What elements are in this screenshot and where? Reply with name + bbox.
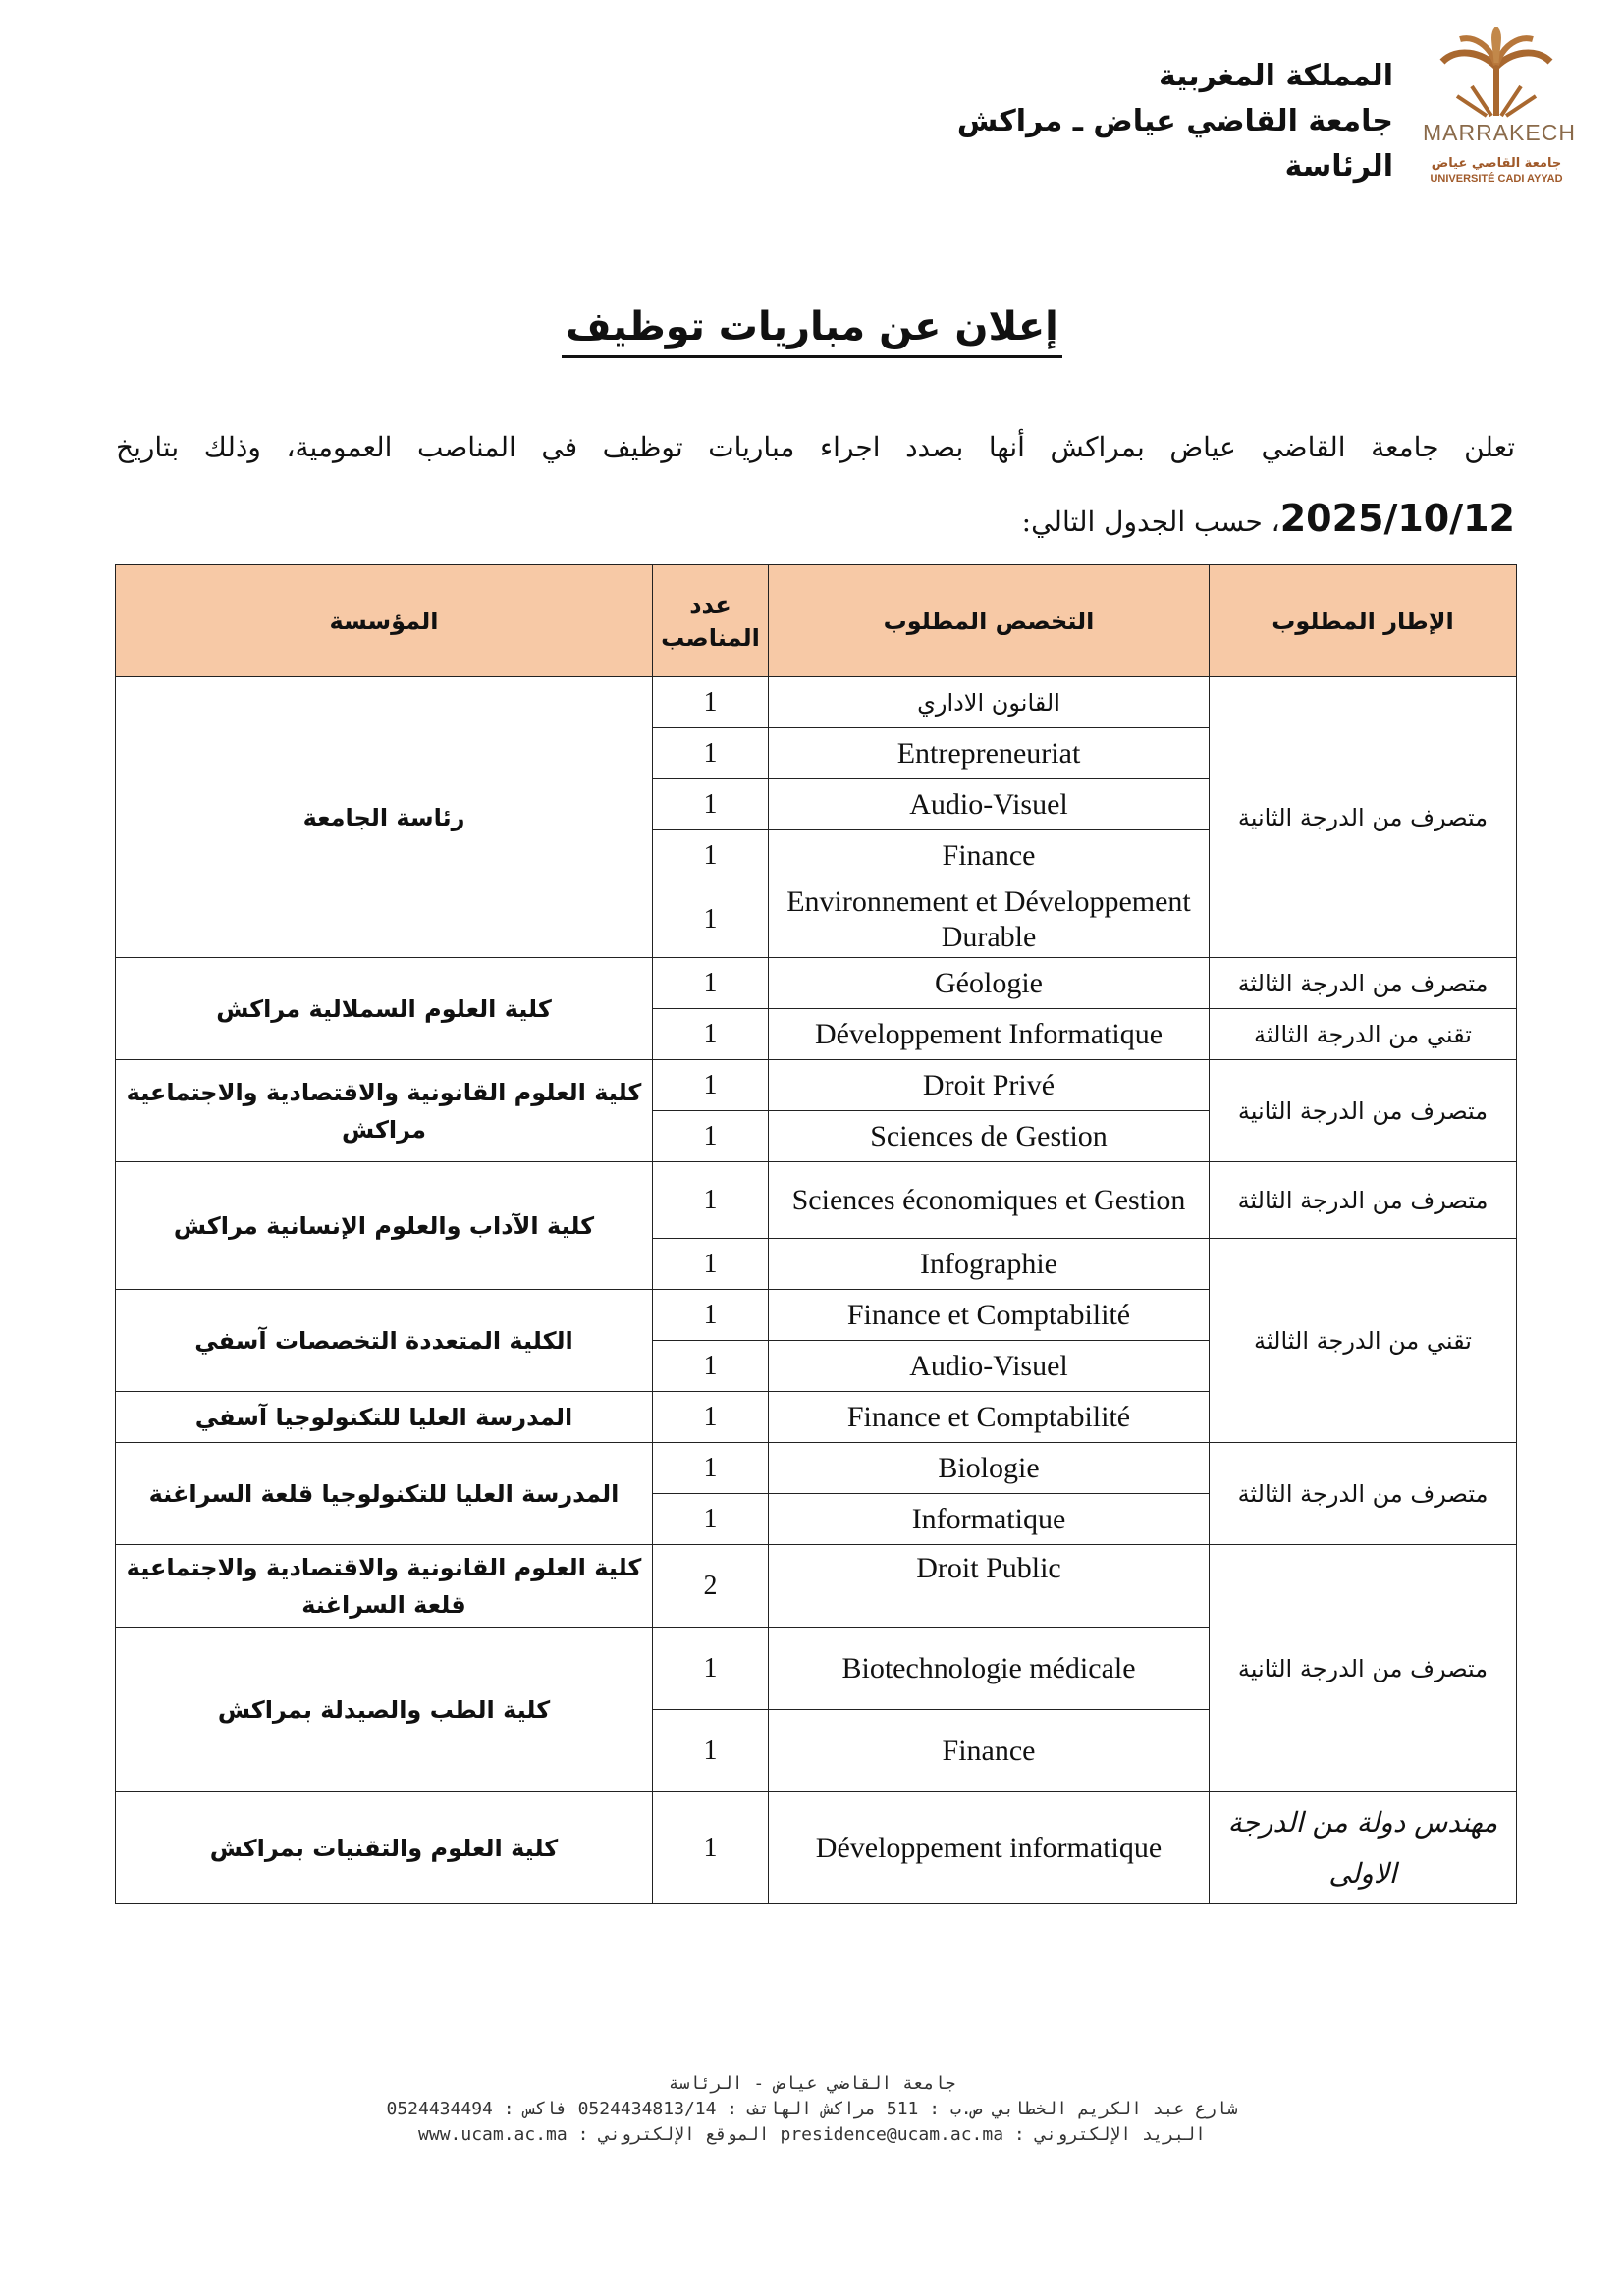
institution-cell: كلية العلوم والتقنيات بمراكش (116, 1792, 653, 1904)
specialty-cell: Informatique (769, 1494, 1210, 1545)
table-row (116, 1162, 1517, 1239)
table-row (116, 958, 1517, 1009)
specialty-cell: Développement informatique (769, 1792, 1210, 1904)
count-cell: 1 (653, 1341, 769, 1392)
count-cell: 1 (653, 881, 769, 958)
frame-cell: متصرف من الدرجة الثانية (1210, 677, 1517, 958)
specialty-cell: Entrepreneuriat (769, 728, 1210, 779)
count-cell: 2 (653, 1545, 769, 1628)
specialty-cell: Biologie (769, 1443, 1210, 1494)
palm-emblem-icon (1433, 27, 1560, 118)
specialty-cell: Finance (769, 1710, 1210, 1792)
institution-cell: رئاسة الجامعة (116, 677, 653, 958)
specialty-cell: Développement Informatique (769, 1009, 1210, 1060)
specialty-cell: Finance et Comptabilité (769, 1392, 1210, 1443)
footer-address: شارع عبد الكريم الخطابي ص.ب : 511 مراكش الهاتف : 0524434813/14 فاكس : 0524434494 (386, 2099, 1238, 2119)
institution-cell: كلية الآداب والعلوم الإنسانية مراكش (116, 1162, 653, 1290)
count-cell: 1 (653, 958, 769, 1009)
frame-cell: مهندس دولة من الدرجة الاولى (1210, 1792, 1517, 1904)
kingdom-line: المملكة المغربية (1158, 59, 1393, 93)
count-cell: 1 (653, 1111, 769, 1162)
frame-cell: متصرف من الدرجة الثالثة (1210, 1443, 1517, 1545)
footer-contact: البريد الإلكتروني : presidence@ucam.ac.ma الموقع الإلكتروني : www.ucam.ac.ma (418, 2124, 1206, 2145)
table-row (116, 1792, 1517, 1904)
positions-table (115, 564, 1517, 1904)
specialty-cell: القانون الاداري (769, 677, 1210, 728)
count-cell: 1 (653, 1239, 769, 1290)
institution-cell: المدرسة العليا للتكنولوجيا قلعة السراغنة (116, 1443, 653, 1545)
specialty-cell: Sciences économiques et Gestion (769, 1162, 1210, 1239)
frame-cell: متصرف من الدرجة الثالثة (1210, 958, 1517, 1009)
table-row (116, 1443, 1517, 1494)
specialty-cell: Droit Privé (769, 1060, 1210, 1111)
frame-cell: متصرف من الدرجة الثانية (1210, 1060, 1517, 1162)
count-cell: 1 (653, 1792, 769, 1904)
count-cell: 1 (653, 830, 769, 881)
university-logo (1423, 27, 1576, 199)
specialty-cell: Finance (769, 830, 1210, 881)
intro-suffix: ، حسب الجدول التالي: (1021, 506, 1280, 538)
specialty-cell: Droit Public (769, 1545, 1210, 1628)
frame-cell: تقني من الدرجة الثالثة (1210, 1009, 1517, 1060)
count-cell: 1 (653, 1162, 769, 1239)
table-header-row (116, 565, 1517, 677)
university-line: جامعة القاضي عياض ـ مراكش (956, 104, 1393, 138)
institution-cell: كلية العلوم القانونية والاقتصادية والاجتماعية قلعة السراغنة (116, 1545, 653, 1628)
specialty-cell: Environnement et Développement Durable (769, 881, 1210, 958)
specialty-cell: Sciences de Gestion (769, 1111, 1210, 1162)
specialty-cell: Géologie (769, 958, 1210, 1009)
count-cell: 1 (653, 1628, 769, 1710)
count-cell: 1 (653, 1710, 769, 1792)
presidency-line: الرئاسة (1284, 149, 1393, 184)
count-cell: 1 (653, 1009, 769, 1060)
count-cell: 1 (653, 1392, 769, 1443)
announcement-title: إعلان عن مباريات توظيف (562, 304, 1062, 358)
specialty-cell: Infographie (769, 1239, 1210, 1290)
specialty-cell: Audio-Visuel (769, 1341, 1210, 1392)
header-institution: المؤسسة (116, 565, 653, 677)
institution-cell: كلية العلوم القانونية والاقتصادية والاجتماعية مراكش (116, 1060, 653, 1162)
exam-date: 2025/10/12 (1279, 497, 1515, 540)
footer-line-1: جامعة القاضي عياض - الرئاسة (668, 2073, 956, 2094)
logo-text-en: MARRAKECH (1423, 120, 1576, 145)
frame-cell: تقني من الدرجة الثالثة (1210, 1239, 1517, 1443)
intro-paragraph (116, 412, 1515, 558)
institution-cell: كلية العلوم السملالية مراكش (116, 958, 653, 1060)
table-row (116, 1060, 1517, 1111)
header-frame: الإطار المطلوب (1210, 565, 1517, 677)
page-footer (0, 2071, 1624, 2148)
count-cell: 1 (653, 779, 769, 830)
count-cell: 1 (653, 1290, 769, 1341)
frame-cell: متصرف من الدرجة الثانية (1210, 1545, 1517, 1792)
logo-text-ar: جامعة القاضي عياض (1431, 156, 1562, 171)
announcement-title-wrap (0, 304, 1624, 349)
header-count: عدد المناصب (653, 565, 769, 677)
count-cell: 1 (653, 1494, 769, 1545)
specialty-cell: Biotechnologie médicale (769, 1628, 1210, 1710)
institution-cell: المدرسة العليا للتكنولوجيا آسفي (116, 1392, 653, 1443)
table-row (116, 677, 1517, 728)
logo-text-fr: UNIVERSITÉ CADI AYYAD (1430, 173, 1563, 185)
header-specialty: التخصص المطلوب (769, 565, 1210, 677)
intro-text: تعلن جامعة القاضي عياض بمراكش أنها بصدد اجراء مباريات توظيف في المناصب العمومية، وذلك بتاريخ (116, 431, 1515, 463)
count-cell: 1 (653, 1060, 769, 1111)
letterhead (804, 54, 1393, 189)
table-row (116, 1545, 1517, 1628)
count-cell: 1 (653, 677, 769, 728)
specialty-cell: Finance et Comptabilité (769, 1290, 1210, 1341)
specialty-cell: Audio-Visuel (769, 779, 1210, 830)
institution-cell: كلية الطب والصيدلة بمراكش (116, 1628, 653, 1792)
count-cell: 1 (653, 728, 769, 779)
institution-cell: الكلية المتعددة التخصصات آسفي (116, 1290, 653, 1392)
frame-cell: متصرف من الدرجة الثالثة (1210, 1162, 1517, 1239)
count-cell: 1 (653, 1443, 769, 1494)
